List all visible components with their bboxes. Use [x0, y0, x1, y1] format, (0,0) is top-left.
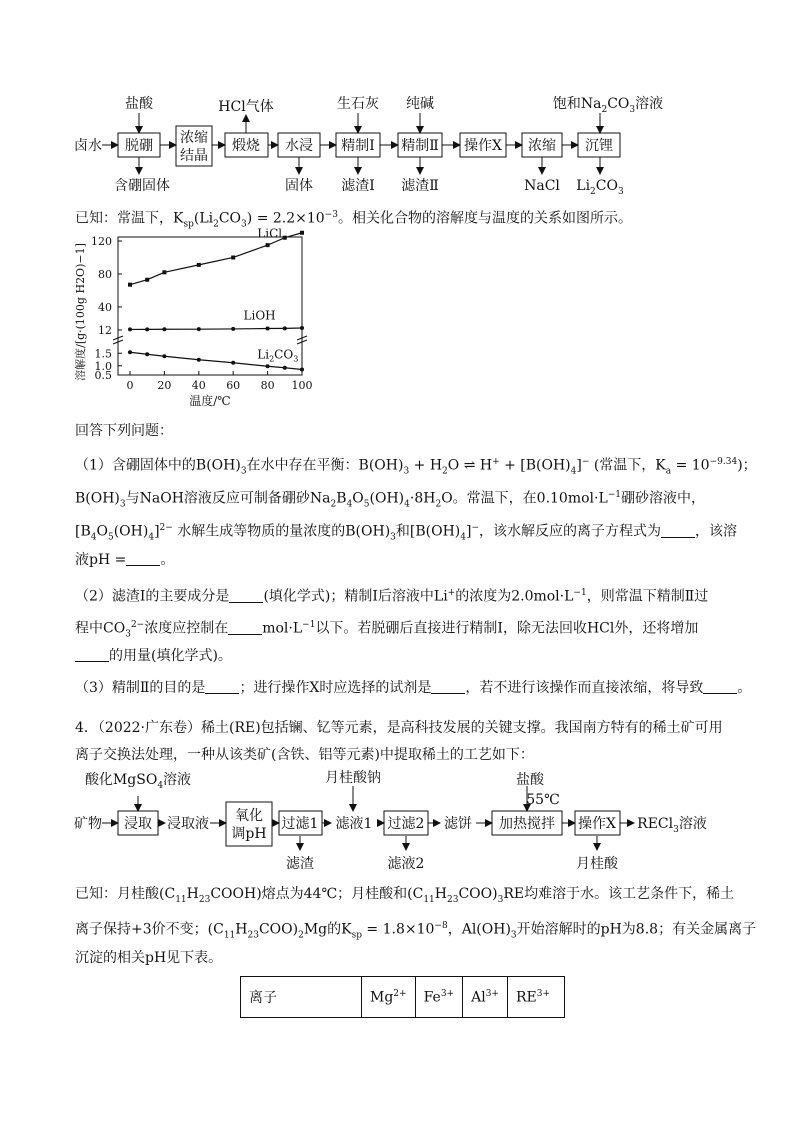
- step-label: 过滤1: [281, 816, 319, 832]
- data-point: [266, 243, 270, 247]
- step-label: 浸取: [124, 816, 152, 832]
- data-point: [231, 255, 235, 259]
- data-point: [266, 364, 270, 368]
- data-point: [300, 326, 304, 330]
- reagent-label: 盐酸: [516, 772, 544, 788]
- answer-blank[interactable]: [431, 679, 465, 694]
- q1-line4: 液pH = 。: [75, 552, 175, 568]
- output-label: $Li_2CO_3$: [576, 178, 624, 197]
- step-label: 脱硼: [125, 138, 153, 154]
- q1-line2: $B(OH)_3$与NaOH溶液反应可制备硼砂$Na_2B_4O_5(OH)_4\cdot 8H_2O$。常温下，在$0.10mol\cdot L^{-1}$硼砂溶液中，: [75, 490, 706, 510]
- q4-intro2: 离子交换法处理，一种从该类矿(含铁、铝等元素)中提取稀土的工艺如下：: [75, 747, 534, 763]
- flow-start: 卤水: [74, 138, 102, 154]
- step-label: 过滤2: [387, 816, 425, 832]
- output-label: NaCl: [524, 178, 560, 194]
- output-label: 含硼固体: [114, 178, 170, 194]
- data-point: [231, 361, 235, 365]
- series-label-lioh: LiOH: [243, 308, 276, 323]
- output-label: 滤液2: [387, 856, 425, 872]
- answer-blank[interactable]: [205, 679, 239, 694]
- data-point: [162, 354, 166, 358]
- q3-line1: （3）精制Ⅱ的目的是 ；进行操作X时应选择的试剂是 ，若不进行该操作而直接浓缩，将导致 。: [75, 680, 752, 696]
- answer-blank[interactable]: [229, 588, 263, 603]
- table-header-cell: 离子: [241, 977, 362, 1018]
- flowchart-lithium: [0, 0, 800, 200]
- step-label: 氧化: [235, 808, 263, 824]
- known2-line3: 沉淀的相关pH见下表。: [75, 950, 223, 966]
- step-label: 加热搅拌: [499, 816, 555, 832]
- data-point: [197, 327, 201, 331]
- data-point: [197, 263, 201, 267]
- data-point: [283, 326, 287, 330]
- output-label: 滤渣: [286, 856, 314, 872]
- y-tick-label: 12: [98, 324, 112, 337]
- data-point: [197, 358, 201, 362]
- answer-blank[interactable]: [228, 620, 262, 635]
- output-label: 滤渣Ⅰ: [341, 178, 375, 194]
- q4-intro1: 4．（2022·广东卷）稀土(RE)包括镧、钇等元素，是高科技发展的关键支撑。我国南方特有的稀土矿可用: [75, 720, 723, 736]
- data-point: [145, 352, 149, 356]
- reagent-label: 月桂酸钠: [325, 770, 381, 786]
- input-label: 纯碱: [406, 96, 434, 112]
- step-label: 结晶: [180, 148, 208, 164]
- known-ksp-line: 已知：常温下，$K_{sp}(Li_2CO_3) = 2.2\times 10^{-3}$。相关化合物的溶解度与温度的关系如图所示。: [75, 210, 632, 230]
- table-row: [241, 977, 565, 1018]
- data-point: [231, 327, 235, 331]
- q2-line3: 的用量(填化学式)。: [75, 646, 735, 666]
- output-label: 月桂酸: [576, 856, 618, 872]
- step-label: 操作X: [464, 138, 502, 154]
- q2-line1: （2）滤渣Ⅰ的主要成分是 (填化学式)；精制Ⅰ后溶液中Li+的浓度为$2.0mol\cdot L^{-1}$，则常温下精制Ⅱ过: [75, 588, 709, 605]
- input-label: HCl气体: [218, 99, 274, 115]
- flow-start: 矿物: [74, 816, 102, 832]
- x-tick-label: 0: [126, 379, 134, 392]
- data-point: [300, 231, 304, 235]
- known2-line1: 已知：月桂酸$(C_{11}H_{23}COOH)$熔点为44℃；月桂酸和$(C_{11}H_{23}COO)_3RE$均难溶于水。该工艺条件下，稀土: [75, 886, 735, 905]
- answer-blank[interactable]: [126, 551, 160, 566]
- x-tick-label: 60: [226, 379, 241, 392]
- series-line-lioh: [130, 328, 302, 329]
- step-label: 浓缩: [528, 138, 556, 154]
- data-point: [162, 327, 166, 331]
- step-label: 精制Ⅰ: [341, 138, 375, 154]
- q1-line3: $[B_4O_5(OH)_4]^{2-}$ 水解生成等物质的量浓度的$B(OH)_3$和$[B(OH)_4]^-$，该水解反应的离子方程式为 ，该溶: [75, 523, 738, 543]
- x-tick-label: 20: [157, 379, 172, 392]
- y-tick-label: 1.5: [94, 347, 112, 361]
- x-tick-label: 40: [191, 379, 206, 392]
- step-label: RECl$_3$溶液: [637, 816, 707, 835]
- answer-prompt: 回答下列问题：: [75, 423, 173, 439]
- data-point: [266, 327, 270, 331]
- y-tick-label: 80: [98, 267, 112, 281]
- table-header-cell: $Fe^{3+}$: [415, 977, 463, 1018]
- q1-line1: （1）含硼固体中的$B(OH)_3$在水中存在平衡：$B(OH)_3 + H_2O$ ⇌ $H^+ + [B(OH)_4]^-$ (常温下，$K_a = 10^{-9.34}$)；: [75, 457, 757, 477]
- step-label: 滤液1: [335, 816, 373, 832]
- input-label: 盐酸: [125, 96, 153, 112]
- reagent-label: 55℃: [526, 792, 560, 808]
- data-point: [145, 278, 149, 282]
- step-label: 滤饼: [444, 816, 472, 832]
- step-label: 煅烧: [232, 138, 260, 154]
- step-label: 操作X: [578, 816, 616, 832]
- step-label: 调pH: [231, 826, 267, 842]
- step-label: 精制Ⅱ: [401, 138, 439, 154]
- x-axis-label: 温度/℃: [189, 394, 231, 408]
- data-point: [162, 270, 166, 274]
- solubility-chart: [70, 227, 320, 417]
- known2-line2: 离子保持+3价不变；$(C_{11}H_{23}COO)_2Mg$的$K_{sp} = 1.8\times 10^{-8}$，$Al(OH)_3$开始溶解时的pH为8.8；有关金属离子: [75, 921, 757, 941]
- step-label: 浸取液: [167, 816, 209, 832]
- y-tick-label: 40: [98, 300, 112, 314]
- table-header-cell: $Mg^{2+}$: [362, 977, 416, 1018]
- y-tick-label: 120: [91, 235, 112, 248]
- data-point: [128, 283, 132, 287]
- series-label-licl: LiCl: [257, 227, 283, 241]
- x-tick-label: 100: [291, 379, 313, 392]
- answer-blank[interactable]: [703, 679, 737, 694]
- reagent-label: 酸化MgSO$_4$溶液: [84, 772, 192, 791]
- y-tick-label: 1.0: [94, 359, 112, 373]
- flowchart-rare-earth: [0, 768, 800, 878]
- x-tick-label: 80: [260, 379, 275, 392]
- table-header-cell: $Al^{3+}$: [463, 977, 508, 1018]
- step-label: 浓缩: [180, 130, 208, 146]
- data-point: [128, 350, 132, 354]
- output-label: 滤渣Ⅱ: [401, 178, 439, 194]
- q2-line2: 程中$CO_3^{2-}$浓度应控制在 $mol\cdot L^{-1}$以下。若脱硼后直接进行精制Ⅰ，除无法回收HCl外，还将增加: [75, 620, 699, 640]
- data-point: [145, 327, 149, 331]
- data-point: [283, 366, 287, 370]
- input-label: 饱和$Na_2CO_3$溶液: [552, 96, 664, 115]
- data-point: [300, 368, 304, 372]
- ion-ph-table: [240, 976, 565, 1018]
- answer-blank[interactable]: [661, 523, 695, 538]
- data-point: [128, 327, 132, 331]
- y-axis-label: 溶解度/[g·(100g H2O)−1]: [74, 243, 87, 381]
- output-label: 固体: [285, 178, 313, 194]
- step-label: 沉锂: [585, 138, 613, 154]
- data-point: [283, 236, 287, 240]
- table-header-cell: $RE^{3+}$: [507, 977, 564, 1018]
- series-label-li2co3: $Li_2CO_3$: [257, 347, 299, 364]
- step-label: 水浸: [285, 138, 313, 154]
- input-label: 生石灰: [337, 96, 379, 112]
- answer-blank[interactable]: [75, 647, 109, 662]
- y-tick-label: 0.5: [94, 369, 112, 382]
